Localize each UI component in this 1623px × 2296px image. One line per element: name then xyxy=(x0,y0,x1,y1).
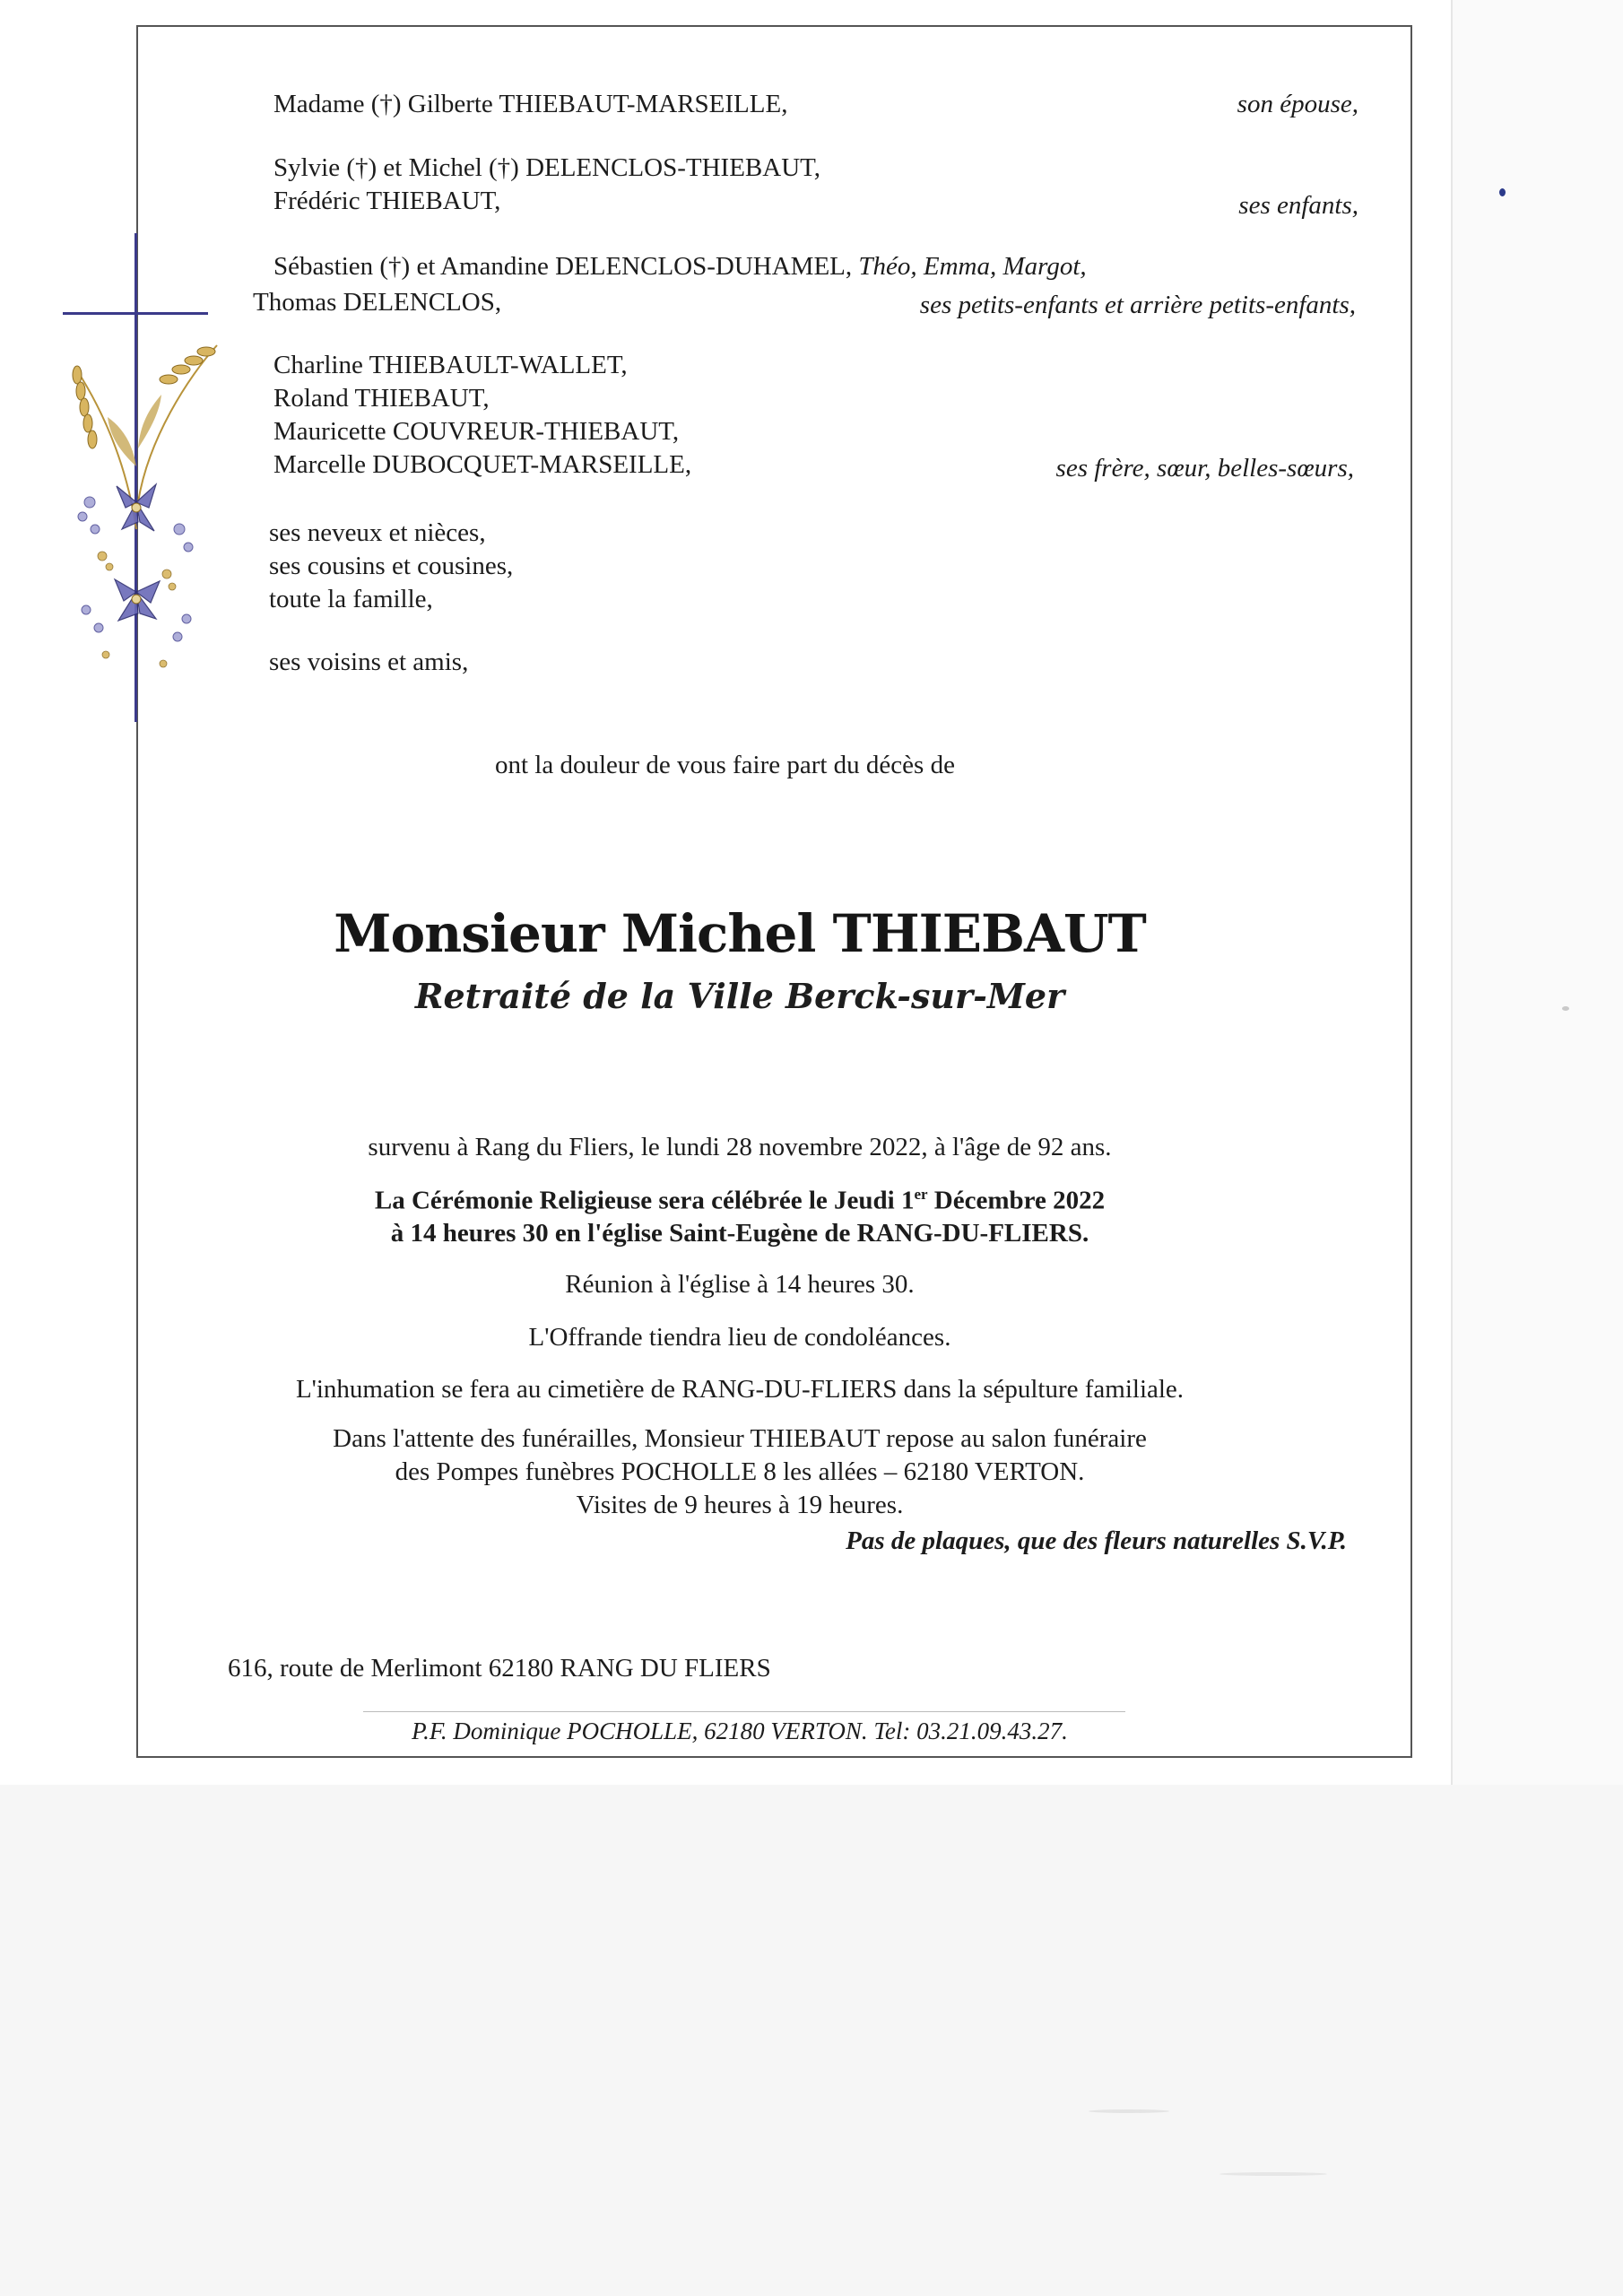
sibling-line-1: Charline THIEBAULT-WALLET, xyxy=(273,351,628,379)
ceremony-line-1 xyxy=(269,1187,1211,1214)
death-line: survenu à Rang du Fliers, le lundi 28 novembre 2022, à l'âge de 92 ans. xyxy=(368,1133,1112,1161)
others-line-1: ses neveux et nièces, xyxy=(269,518,486,547)
ceremony-superscript: er xyxy=(914,1186,928,1203)
children-relation: ses enfants, xyxy=(1238,191,1358,220)
sibling-line-3: Mauricette COUVREUR-THIEBAUT, xyxy=(273,417,680,446)
sibling-line-2: Roland THIEBAUT, xyxy=(273,384,490,413)
flowers-note: Pas de plaques, que des fleurs naturelles S.V.P. xyxy=(846,1526,1347,1555)
others-line-3: toute la famille, xyxy=(269,585,433,613)
ceremony-part-2: Décembre 2022 xyxy=(927,1186,1106,1215)
grandchildren-relation: ses petits-enfants et arrière petits-enfants, xyxy=(919,291,1356,319)
deceased-subtitle: Retraité de la Ville Berck-sur-Mer xyxy=(414,976,1065,1016)
scan-speck xyxy=(1089,2109,1169,2113)
scan-margin-right xyxy=(1453,0,1623,1785)
address-line: 616, route de Merlimont 62180 RANG DU FLIERS xyxy=(228,1654,771,1683)
spouse-relation: son épouse, xyxy=(1237,90,1358,118)
meeting-line: Réunion à l'église à 14 heures 30. xyxy=(565,1270,915,1299)
grandchildren-line-2: Thomas DELENCLOS, xyxy=(253,288,502,317)
deceased-name: Monsieur Michel THIEBAUT xyxy=(334,903,1146,964)
scan-speck xyxy=(1219,2172,1327,2176)
others-line-2: ses cousins et cousines, xyxy=(269,552,514,580)
scan-speck xyxy=(1562,1006,1569,1011)
ceremony-part-1: La Cérémonie Religieuse sera célébrée le Jeudi 1 xyxy=(374,1186,915,1215)
great-grandchildren-names: Théo, Emma, Margot, xyxy=(858,252,1087,281)
scan-paper-edge xyxy=(1451,0,1453,1785)
offering-line: L'Offrande tiendra lieu de condoléances. xyxy=(528,1323,951,1352)
footer-divider xyxy=(363,1711,1125,1712)
cross-flowers-icon xyxy=(63,233,224,735)
neighbors-line: ses voisins et amis, xyxy=(269,648,469,676)
siblings-relation: ses frère, sœur, belles-sœurs, xyxy=(1055,454,1354,483)
footer-funeral-home: P.F. Dominique POCHOLLE, 62180 VERTON. Tel: 03.21.09.43.27. xyxy=(412,1718,1068,1744)
scan-margin-bottom xyxy=(0,1785,1623,2296)
children-line-1: Sylvie (†) et Michel (†) DELENCLOS-THIEBAUT, xyxy=(273,153,820,182)
burial-line: L'inhumation se fera au cimetière de RANG-DU-FLIERS dans la sépulture familiale. xyxy=(295,1375,1185,1404)
visits-line: Visites de 9 heures à 19 heures. xyxy=(576,1491,904,1519)
rest-line-2: des Pompes funèbres POCHOLLE 8 les allées – 62180 VERTON. xyxy=(395,1457,1085,1486)
grandchildren-line-1 xyxy=(273,254,1087,280)
children-line-2: Frédéric THIEBAUT, xyxy=(273,187,501,215)
spouse-name: Madame (†) Gilberte THIEBAUT-MARSEILLE, xyxy=(273,90,788,118)
ceremony-line-2: à 14 heures 30 en l'église Saint-Eugène de RANG-DU-FLIERS. xyxy=(390,1219,1089,1248)
rest-line-1: Dans l'attente des funérailles, Monsieur THIEBAUT repose au salon funéraire xyxy=(333,1424,1147,1453)
scan-speck xyxy=(1499,188,1506,196)
announcement: ont la douleur de vous faire part du décès de xyxy=(495,751,955,779)
grandchildren-names: Sébastien (†) et Amandine DELENCLOS-DUHAMEL, xyxy=(273,252,853,281)
sibling-line-4: Marcelle DUBOCQUET-MARSEILLE, xyxy=(273,450,692,479)
